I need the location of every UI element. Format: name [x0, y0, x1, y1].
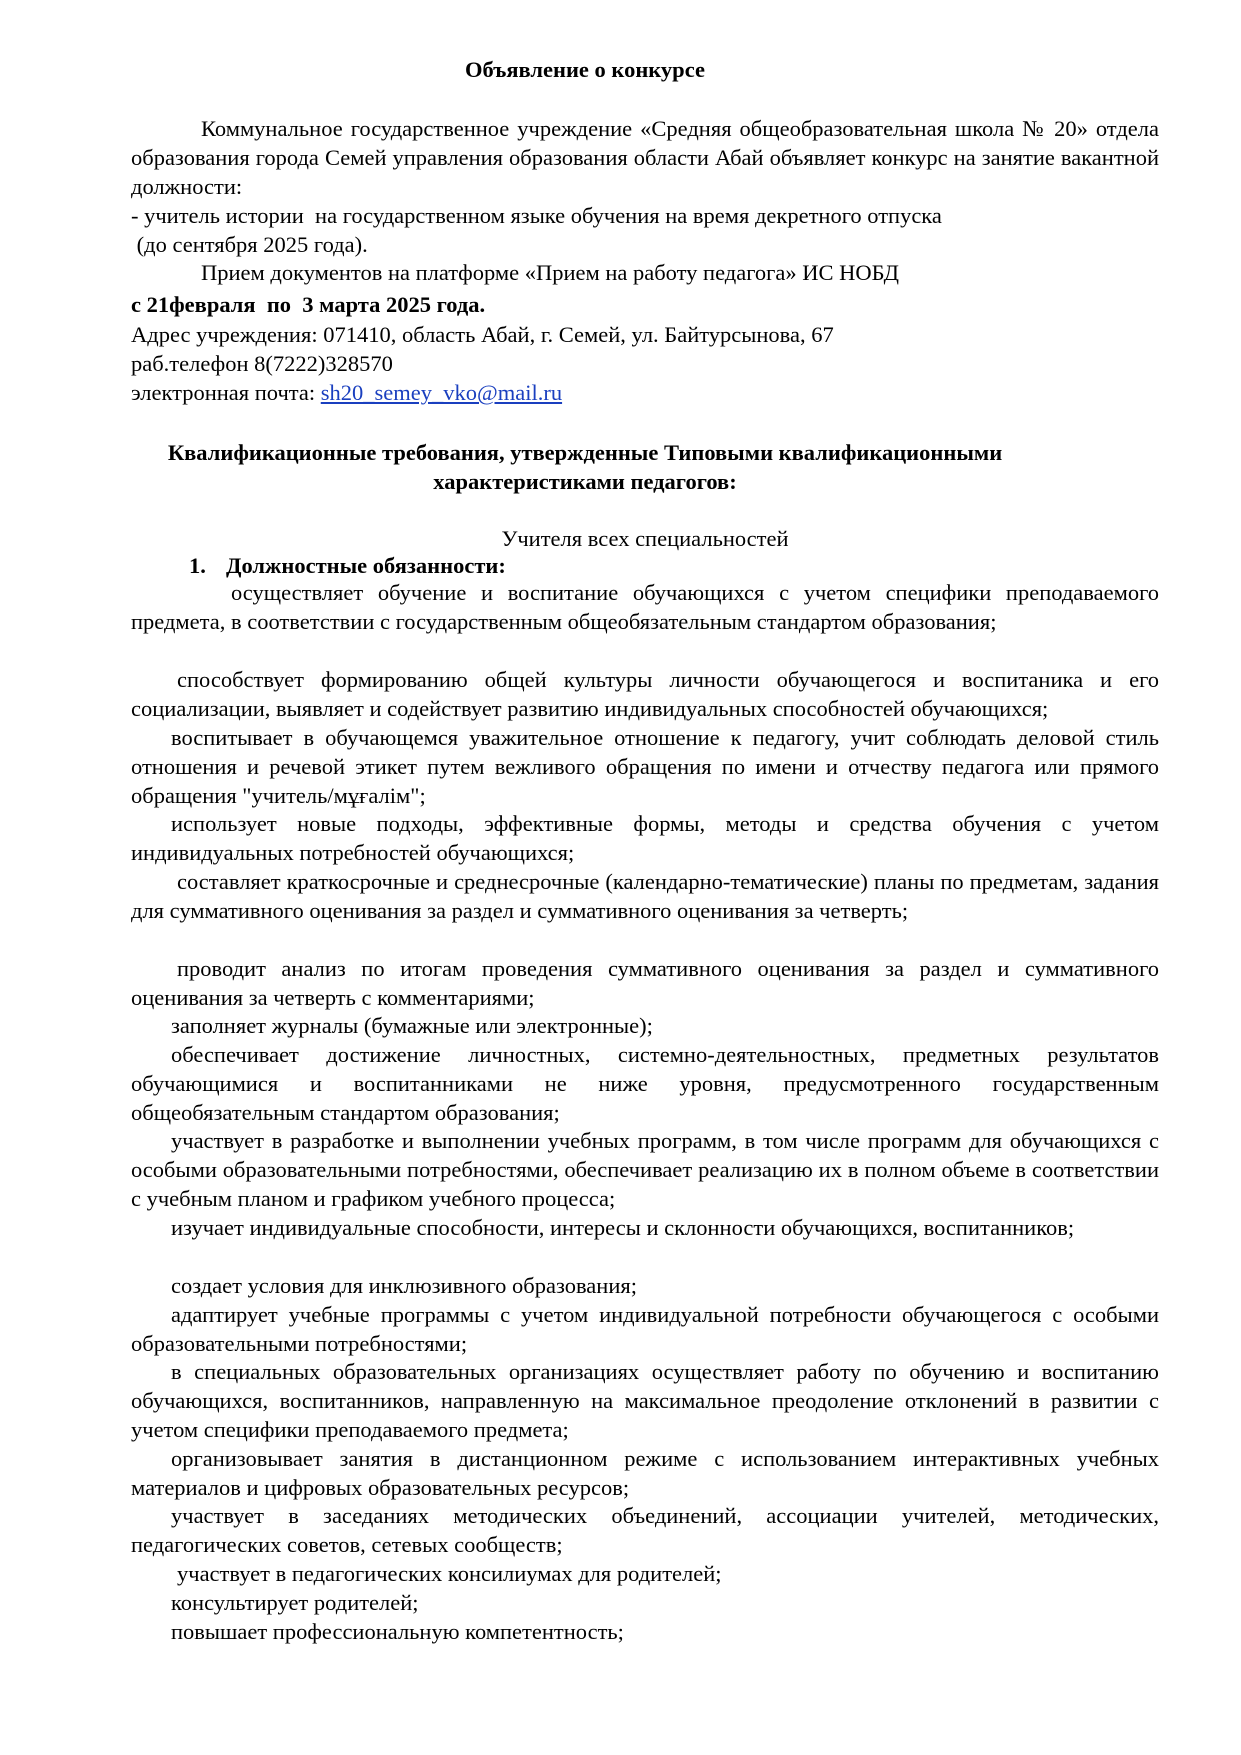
- position-term: (до сентября 2025 года).: [131, 232, 368, 257]
- duty-item: участвует в педагогических консилиумах для родителей;: [177, 1561, 722, 1586]
- subheading: Учителя всех специальностей: [501, 526, 789, 551]
- position-line: - учитель истории на государственном языке обучения на время декретного отпуска: [131, 203, 942, 228]
- email-line: [131, 378, 1159, 407]
- duty-item: заполняет журналы (бумажные или электронные);: [171, 1013, 653, 1038]
- duty-item: изучает индивидуальные способности, интересы и склонности обучающихся, воспитанников;: [171, 1215, 1075, 1240]
- duty-item: организовывает занятия в дистанционном режиме с использованием интерактивных учебных материалов и цифровых образовательных ресурсов;: [131, 1446, 1159, 1500]
- duty-item: проводит анализ по итогам проведения суммативного оценивания за раздел и суммативного оценивания за четверть с комментариями;: [131, 956, 1159, 1010]
- duty-item: способствует формированию общей культуры личности обучающегося и воспитаника и его социализации, выявляет и содействует развитию индивидуальных способностей обучающихся;: [131, 667, 1159, 721]
- duty-item: осуществляет обучение и воспитание обучающихся с учетом специфики преподаваемого предмета, в соответствии с государственным общеобязательным стандартом образования;: [131, 580, 1159, 634]
- duty-item: в специальных образовательных организациях осуществляет работу по обучению и воспитанию обучающихся, воспитанников, направленную на максимальное преодоление отклонений в развитии с учетом специфики преподаваемого предмета;: [131, 1359, 1159, 1442]
- phone-line: раб.телефон 8(7222)328570: [131, 351, 393, 376]
- duty-item: повышает профессиональную компетентность;: [171, 1619, 624, 1644]
- section-number: 1.: [189, 553, 206, 578]
- duty-item: обеспечивает достижение личностных, системно-деятельностных, предметных результатов обучающимися и воспитанниками не ниже уровня, предусмотренного государственным общеобязательным стандартом образования;: [131, 1042, 1159, 1125]
- email-link[interactable]: sh20_semey_vko@mail.ru: [320, 380, 563, 405]
- duty-item: создает условия для инклюзивного образования;: [171, 1273, 637, 1298]
- duty-item: использует новые подходы, эффективные формы, методы и средства обучения с учетом индивидуальных потребностей обучающихся;: [131, 811, 1159, 865]
- dates-line: с 21февраля по 3 марта 2025 года.: [131, 292, 486, 317]
- duty-item: составляет краткосрочные и среднесрочные (календарно-тематические) планы по предметам, задания для суммативного оценивания за раздел и суммативного оценивания за четверть;: [131, 869, 1159, 923]
- intro-paragraph: Коммунальное государственное учреждение «Средняя общеобразовательная школа № 20» отдела образования города Семей управления образования области Абай объявляет конкурс на занятие вакантной должности:: [131, 116, 1159, 199]
- section-title: Должностные обязанности:: [226, 553, 506, 578]
- requirements-heading-line2: характеристиками педагогов:: [433, 469, 737, 494]
- page-title: Объявление о конкурсе: [465, 57, 705, 82]
- duty-item: участвует в разработке и выполнении учебных программ, в том числе программ для обучающихся с особыми образовательными потребностями, обеспечивает реализацию их в полном объеме в соответствии с учебным планом и графиком учебного процесса;: [131, 1128, 1159, 1211]
- address-line: Адрес учреждения: 071410, область Абай, г. Семей, ул. Байтурсынова, 67: [131, 322, 834, 347]
- duty-item: адаптирует учебные программы с учетом индивидуальной потребности обучающегося с особыми образовательными потребностями;: [131, 1302, 1159, 1356]
- reception-line: Прием документов на платформе «Прием на работу педагога» ИС НОБД: [201, 260, 900, 285]
- duty-item: участвует в заседаниях методических объединений, ассоциации учителей, методических, педагогических советов, сетевых сообществ;: [131, 1503, 1159, 1557]
- duty-item: воспитывает в обучающемся уважительное отношение к педагогу, учит соблюдать деловой стиль отношения и речевой этикет путем вежливого обращения по имени и отчеству педагога или прямого обращения "учитель/мұғалім";: [131, 725, 1159, 808]
- requirements-heading-line1: Квалификационные требования, утвержденные Типовыми квалификационными: [167, 440, 1003, 465]
- email-label: электронная почта:: [131, 380, 321, 405]
- duty-item: консультирует родителей;: [171, 1590, 419, 1615]
